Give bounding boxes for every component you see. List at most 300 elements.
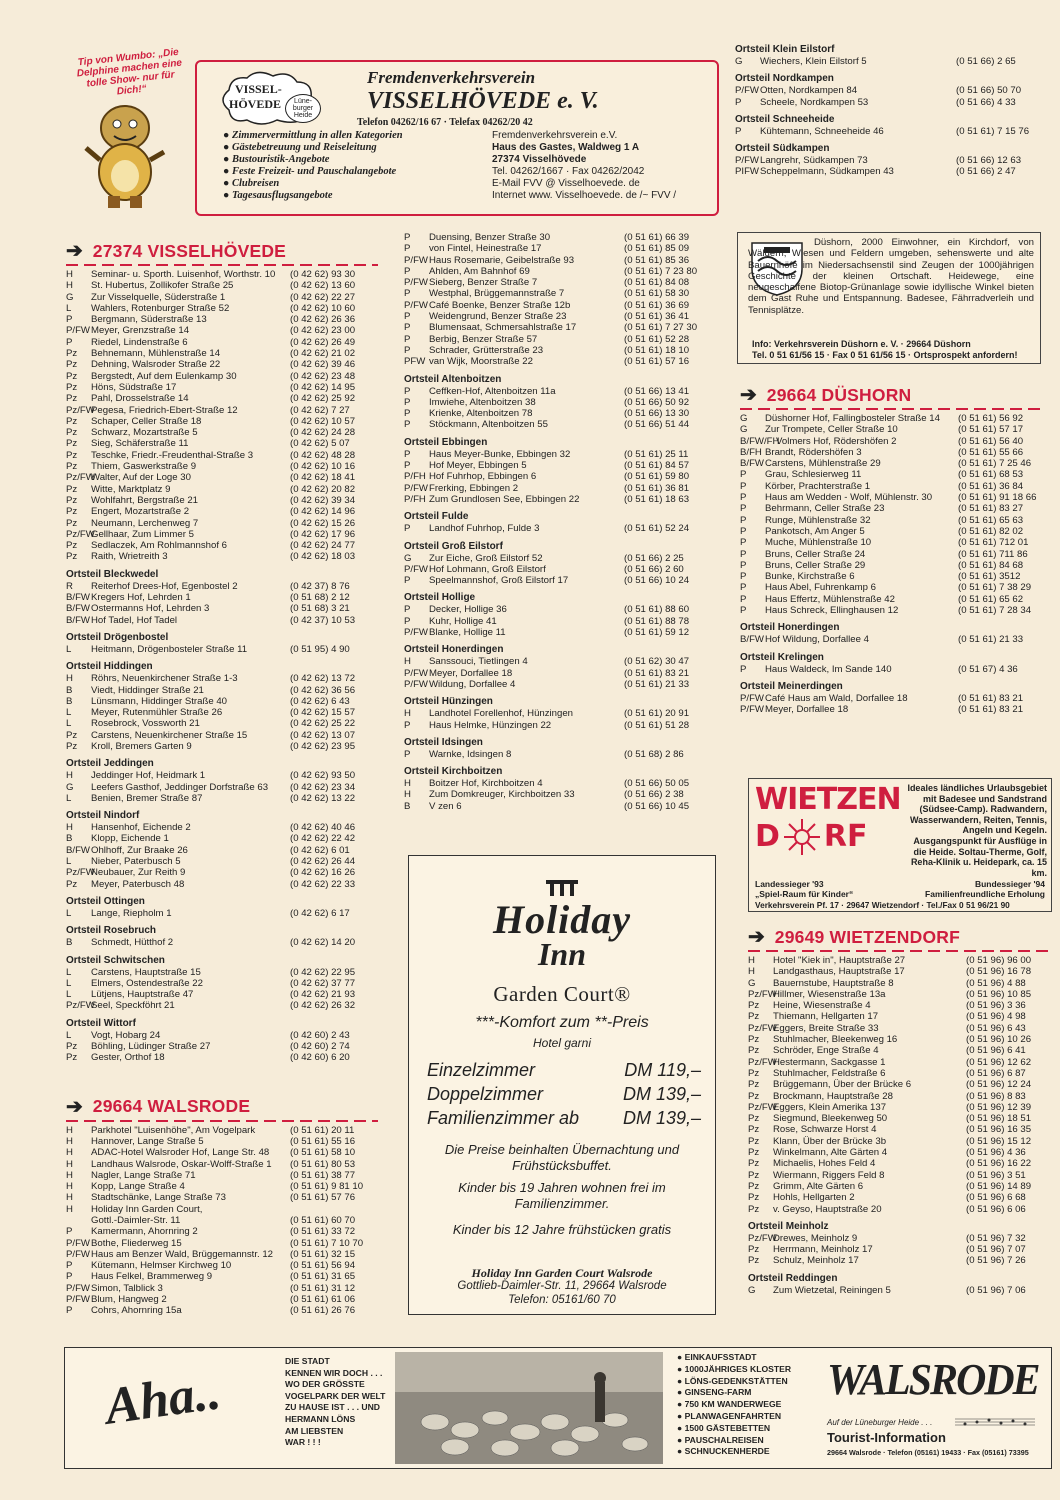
listing-name: Landhotel Forellenhof, Hünzingen: [429, 708, 574, 720]
walsrode-addr: 29664 Walsrode · Telefon (05161) 19433 · Fax (05161) 73395: [827, 1448, 1029, 1457]
listing-row: [748, 1285, 1050, 1296]
listing-phone: (0 51 66) 13 41: [624, 385, 690, 397]
listing-category: P/FH: [404, 471, 426, 483]
listing-row: [66, 484, 378, 495]
listing-phone: (0 51 68) 2 86: [624, 748, 684, 760]
listing-phone: (0 42 62) 26 49: [290, 336, 356, 348]
listing-name: Meyer, Rutenmühler Straße 26: [91, 707, 223, 719]
town-title: 27374 VISSELHÖVEDE: [92, 240, 287, 261]
listing-phone: (0 51 61) 7 15 76: [956, 125, 1030, 137]
listing-category: Pz/FW: [66, 472, 95, 484]
listing-name: Carstens, Mühlenstraße 29: [765, 458, 881, 470]
listing-phone: (0 42 62) 6 01: [290, 844, 350, 856]
listing-category: H: [66, 269, 73, 280]
service-item: ● Gästebetreuung und Reiseleitung: [223, 142, 377, 153]
listing-row: [66, 822, 378, 833]
listing-phone: (0 42 62) 37 77: [290, 977, 356, 989]
listing-category: G: [404, 552, 412, 564]
listing-category: L: [66, 718, 72, 730]
listing-category: [66, 1215, 91, 1226]
listing-category: P/FW: [735, 85, 759, 97]
listing-phone: (0 51 61) 61 06: [290, 1294, 356, 1306]
column-3-top: [735, 38, 1040, 178]
listing-row: [404, 408, 704, 419]
listing-phone: (0 51 66) 4 33: [956, 96, 1016, 108]
listing-phone: (0 51 61) 85 36: [624, 254, 690, 266]
listing-row: [66, 730, 378, 741]
listing-row: [66, 741, 378, 752]
listing-row: [735, 97, 1040, 108]
listing-row: [66, 551, 378, 562]
listing-name: Landgasthaus, Hauptstraße 17: [773, 966, 905, 978]
listing-phone: (0 51 61) 65 63: [958, 514, 1024, 526]
listing-category: H: [66, 1158, 73, 1170]
listing-phone: (0 51 61) 33 72: [290, 1226, 356, 1238]
holiday-t3: Kinder bis 12 Jahre frühstücken gratis: [452, 1222, 672, 1237]
listing-category: P: [404, 232, 411, 243]
listing-category: P: [66, 1226, 73, 1238]
listing-category: P: [740, 514, 747, 526]
district-heading: Ortsteil Schwitschen: [66, 954, 165, 966]
listing-row: [66, 673, 378, 684]
listing-category: Pz: [66, 415, 78, 427]
listing-phone: (0 51 61) 20 91: [624, 708, 690, 720]
district-heading: Ortsteil Bleckwedel: [66, 568, 159, 580]
listing-phone: (0 51 66) 2 65: [956, 56, 1016, 67]
listing-category: P/FW: [66, 1248, 90, 1260]
listing-row: [748, 955, 1050, 966]
district-heading: Ortsteil Nordkampen: [735, 73, 834, 85]
listing-row: [748, 1244, 1050, 1255]
listing-name: V zen 6: [429, 800, 462, 812]
wietz-l1: Landessieger '93: [755, 879, 824, 889]
price-label: Familienzimmer ab: [427, 1108, 580, 1128]
price-row: [427, 1084, 701, 1105]
district-heading: Ortsteil Altenboitzen: [404, 373, 502, 385]
listing-category: P: [404, 396, 411, 408]
listing-category: B/FW: [740, 458, 764, 470]
listing-row: [404, 232, 704, 243]
listing-category: P/FW: [404, 627, 428, 639]
listing-category: Pz: [66, 381, 78, 393]
listing-name: Blumensaat, Schmersahlstraße 17: [429, 322, 577, 334]
listing-phone: (0 51 61) 85 09: [624, 243, 690, 255]
listing-phone: (0 51 61) 52 28: [624, 333, 690, 345]
listing-row: [748, 1079, 1050, 1090]
listing-row: [66, 348, 378, 359]
listing-category: P: [404, 322, 411, 334]
listing-phone: (0 42 62) 14 96: [290, 506, 356, 518]
listing-row: [66, 314, 378, 325]
listing-name: Meyer, Dorfallee 18: [765, 704, 849, 716]
listing-name: Landhof Fuhrhop, Fulde 3: [429, 523, 540, 535]
ad-address: [492, 130, 676, 202]
listing-row: [66, 506, 378, 517]
listing-name: Zur Eiche, Groß Eilstorf 52: [429, 552, 543, 564]
listing-row: [404, 523, 704, 534]
listing-row: [740, 664, 1042, 675]
listing-phone: (0 42 62) 21 02: [290, 348, 356, 360]
listing-name: Bothe, Fliederweg 15: [91, 1237, 182, 1249]
listing-row: [740, 594, 1042, 605]
listing-row: [748, 1136, 1050, 1147]
listing-phone: (0 51 66) 13 30: [624, 408, 690, 420]
listing-row: [404, 494, 704, 505]
listing-category: Pz: [66, 427, 78, 439]
listing-row: [404, 419, 704, 430]
listing-row: [748, 1158, 1050, 1169]
listing-row: [66, 1204, 378, 1215]
wietzendorf-logo: [755, 782, 901, 879]
listing-name: Lünsmann, Hiddinger Straße 40: [91, 695, 227, 707]
listing-category: Pz: [748, 1135, 760, 1147]
holiday-inn-crown-icon: [544, 878, 580, 898]
feature-item: ● 1500 GÄSTEBETTEN: [677, 1422, 771, 1433]
town-title: 29649 WIETZENDORF: [774, 926, 961, 947]
listing-category: P/FW: [404, 254, 428, 266]
aha-line: ZU HAUSE IST . . . UND: [285, 1402, 381, 1413]
listing-name: Herrmann, Meinholz 17: [773, 1244, 873, 1256]
listing-phone: (0 42 62) 14 20: [290, 937, 356, 949]
listing-category: Pz: [66, 393, 78, 405]
listing-row: [740, 605, 1042, 616]
district-heading: Ortsteil Ebbingen: [404, 436, 488, 448]
listing-phone: (0 51 96) 10 26: [966, 1034, 1032, 1046]
listing-category: Pz: [748, 1090, 760, 1102]
aha-logo: Aha..: [101, 1363, 225, 1436]
listing-name: Kopp, Lange Straße 4: [91, 1181, 185, 1193]
district-heading: Ortsteil Krelingen: [740, 651, 824, 663]
listing-name: Duensing, Benzer Straße 30: [429, 232, 551, 243]
listing-category: P: [740, 537, 747, 549]
listing-name: Witte, Marktplatz 9: [91, 483, 171, 495]
district-heading: Ortsteil Honerdingen: [740, 622, 840, 634]
listing-phone: (0 51 61) 60 70: [290, 1215, 356, 1226]
listing-phone: (0 51 61) 55 16: [290, 1135, 356, 1147]
listing-row: [748, 1124, 1050, 1135]
listing-row: [735, 85, 1040, 96]
services-list: [223, 130, 403, 202]
listing-phone: (0 42 62) 18 41: [290, 472, 356, 484]
arrow-right-icon: ➔: [748, 926, 765, 948]
listing-name: Brandt, Rödershöfen 3: [765, 446, 862, 458]
town-header: [66, 240, 378, 262]
listing-name: Sedlaczek, Am Rohlmannshof 6: [91, 540, 227, 552]
listing-phone: (0 51 96) 14 89: [966, 1180, 1032, 1192]
listing-name: Heitmann, Drögenbosteler Straße 11: [91, 643, 248, 655]
dashed-divider: [66, 264, 378, 266]
listing-row: [66, 696, 378, 707]
listing-phone: (0 42 62) 26 44: [290, 856, 356, 868]
listing-row: [66, 280, 378, 291]
listing-row: [66, 989, 378, 1000]
walsrode-features: [677, 1352, 791, 1458]
holiday-brand: Holiday: [492, 897, 632, 942]
holiday-sub: Garden Court®: [493, 982, 631, 1006]
listing-category: Pz: [66, 740, 78, 752]
listing-row: [66, 908, 378, 919]
town-header: [66, 1096, 378, 1118]
district-heading: Ortsteil Kirchboitzen: [404, 766, 503, 778]
listing-name: Ahlden, Am Bahnhof 69: [429, 265, 530, 277]
listing-category: B/FW: [66, 844, 90, 856]
listing-row: [404, 679, 704, 690]
listing-category: H: [66, 1203, 73, 1215]
listing-phone: (0 42 62) 22 33: [290, 878, 356, 890]
listing-phone: (0 51 96) 7 26: [966, 1255, 1026, 1267]
price-row: [427, 1108, 701, 1129]
listing-row: [66, 1260, 378, 1271]
listing-name: Wiechers, Klein Eilstorf 5: [760, 56, 867, 67]
listing-name: Wohlfahrt, Bergstraße 21: [91, 494, 199, 506]
listing-name: Grimm, Alte Gärten 6: [773, 1180, 864, 1192]
listing-phone: (0 51 61) 88 78: [624, 615, 690, 627]
walsrode-ti: Tourist-Information: [827, 1430, 946, 1445]
listing-row: [748, 1233, 1050, 1244]
district-heading: Ortsteil Klein Eilstorf: [735, 44, 835, 55]
listing-phone: (0 51 61) 58 10: [290, 1147, 356, 1159]
listing-name: Wildung, Dorfallee 4: [429, 678, 516, 690]
listing-row: [404, 397, 704, 408]
listing-phone: (0 42 62) 10 57: [290, 415, 356, 427]
listing-row: [66, 1271, 378, 1282]
listing-phone: (0 51 66) 50 05: [624, 778, 690, 790]
listing-category: H: [748, 955, 755, 966]
listing-row: [66, 405, 378, 416]
listing-row: [404, 460, 704, 471]
listing-row: [66, 1041, 378, 1052]
listing-category: L: [66, 792, 72, 804]
listing-name: Vogt, Hobarg 24: [91, 1029, 161, 1041]
listing-phone: (0 42 62) 23 48: [290, 370, 356, 382]
listing-phone: (0 51 61) 84 08: [624, 277, 690, 289]
listing-phone: (0 42 62) 39 34: [290, 494, 356, 506]
listing-category: G: [735, 56, 743, 67]
listing-phone: (0 51 61) 7 38 29: [958, 582, 1032, 594]
listing-category: P: [66, 314, 73, 326]
listing-row: [404, 449, 704, 460]
listing-name: Blanke, Hollige 11: [429, 627, 506, 639]
listing-phone: (0 51 61) 83 27: [958, 503, 1024, 515]
listing-category: P: [735, 125, 742, 137]
listing-name: Scheppelmann, Südkampen 43: [760, 166, 894, 178]
listing-name: Hof Tadel, Hof Tadel: [91, 614, 178, 626]
listing-row: [66, 416, 378, 427]
listing-name: Ohlhoff, Zur Braake 26: [91, 844, 188, 856]
listing-name: Benien, Bremer Straße 87: [91, 792, 203, 804]
listing-row: [66, 581, 378, 592]
listing-name: Meyer, Paterbusch 48: [91, 878, 185, 890]
listing-category: P: [735, 96, 742, 108]
listing-phone: (0 51 61) 83 21: [958, 704, 1024, 716]
listing-phone: (0 51 61) 80 53: [290, 1158, 356, 1170]
listing-phone: (0 51 96) 6 06: [966, 1203, 1026, 1215]
listing-category: P: [404, 385, 411, 397]
listing-category: B/FH: [740, 446, 762, 458]
listing-name: Cohrs, Ahornring 15a: [91, 1305, 182, 1317]
listing-row: [748, 1192, 1050, 1203]
listing-category: Pz: [748, 1203, 760, 1215]
listing-category: Pz/FW: [66, 528, 95, 540]
listing-category: P: [66, 336, 73, 348]
holiday-komfort: ***-Komfort zum **-Preis: [475, 1014, 649, 1031]
listing-row: [740, 537, 1042, 548]
listing-name: Walter, Auf der Loge 30: [91, 472, 191, 484]
listing-name: Schwarz, Mozartstraße 5: [91, 427, 198, 439]
price-label: Doppelzimmer: [427, 1084, 544, 1104]
listing-name: Muche, Mühlenstraße 10: [765, 537, 872, 549]
listing-name: Haus Abel, Fuhrenkamp 6: [765, 582, 876, 594]
listing-category: P: [404, 719, 411, 731]
listing-category: Pz: [748, 1147, 760, 1159]
listing-category: Pz: [748, 1192, 760, 1204]
feature-item: ● LÖNS-GEDENKSTÄTTEN: [677, 1375, 788, 1386]
listing-row: [404, 720, 704, 731]
listing-phone: (0 51 61) 91 18 66: [958, 492, 1037, 504]
wietz-r2: Familienfreundliche Erholung: [925, 889, 1045, 899]
aha-line: KENNEN WIR DOCH . . .: [285, 1367, 383, 1378]
listing-phone: (0 51 61) 68 53: [958, 469, 1024, 481]
arrow-right-icon: ➔: [66, 1095, 83, 1118]
walsrode-ad: [64, 1347, 1052, 1469]
listing-name: Viedt, Hiddinger Straße 21: [91, 684, 204, 696]
wietz-foot: Verkehrsverein Pf. 17 · 29647 Wietzendorf · Tel./Fax 0 51 96/21 90: [755, 900, 1010, 910]
listing-phone: (0 42 62) 40 46: [290, 822, 356, 834]
ad-phone: Telefon 04262/16 67 · Telefax 04262/20 42: [357, 117, 533, 128]
listing-row: [66, 833, 378, 844]
listing-phone: (0 51 61) 82 02: [958, 525, 1024, 537]
listing-row: [404, 356, 704, 367]
listing-row: [748, 1045, 1050, 1056]
listing-phone: [290, 1204, 378, 1215]
listing-category: P: [404, 748, 411, 760]
listing-name: Teschke, Friedr.-Freudenthal-Straße 3: [91, 449, 254, 461]
listing-row: [404, 789, 704, 800]
listing-category: P: [404, 419, 411, 431]
listing-name: Zur Trompete, Celler Straße 10: [765, 424, 898, 436]
listing-row: [404, 288, 704, 299]
listing-name: Eggers, Breite Straße 33: [773, 1022, 879, 1034]
listing-row: [748, 1023, 1050, 1034]
listing-row: [66, 879, 378, 890]
music-notes-icon: [955, 1416, 1035, 1428]
listing-row: [404, 616, 704, 627]
listing-row: [404, 604, 704, 615]
listing-name: Haus Helmke, Hünzingen 22: [429, 719, 552, 731]
listing-name: Parkhotel "Luisenhöhe", Am Vogelpark: [91, 1124, 256, 1136]
listing-row: [404, 243, 704, 254]
listing-row: [66, 1052, 378, 1063]
listing-category: L: [66, 907, 72, 919]
listing-phone: (0 51 67) 4 36: [958, 663, 1018, 675]
listing-category: P: [404, 311, 411, 323]
town-header: [740, 384, 1042, 406]
listing-name: Café Boenke, Benzer Straße 12b: [429, 299, 571, 311]
listing-name: Volmers Hof, Rödershöfen 2: [776, 435, 897, 447]
town-title: 29664 WALSRODE: [92, 1096, 251, 1117]
listing-category: B/FW: [740, 634, 764, 646]
listing-phone: (0 42 62) 24 28: [290, 427, 356, 439]
listing-row: [66, 1125, 378, 1136]
listing-phone: (0 42 62) 13 72: [290, 673, 356, 685]
listing-phone: (0 42 62) 15 57: [290, 707, 356, 719]
listing-row: [66, 495, 378, 506]
listing-name: Ceffken-Hof, Altenboitzen 11a: [429, 385, 556, 397]
listing-name: Riedel, Lindenstraße 6: [91, 336, 188, 348]
listing-category: H: [404, 778, 411, 790]
listing-name: Café Haus am Wald, Dorfallee 18: [765, 692, 908, 704]
column-3-dushorn: [740, 376, 1042, 716]
listing-category: P: [740, 503, 747, 515]
listing-row: [66, 967, 378, 978]
dushorn-text: Düshorn, 2000 Einwohner, ein Kirchdorf, von Wäldern, Wiesen und Feldern umgeben, sehenswerte und alte Bauernhöfe im Niedersachsenstil sind Zeugen der 1000jährigen Geschichte der kleinen Ortschaft. Heidewege, eine neugeschaffene Biotop-Grünanlage sowie idyllische Winkel bieten dem Gast Ruhe und Entspannung. Badesee, Fährradverleih und Tennisplätze.: [748, 237, 1034, 316]
listing-name: Kühtemann, Schneeheide 46: [760, 125, 884, 137]
listing-category: B: [66, 695, 73, 707]
aha-text: [285, 1356, 385, 1449]
listing-name: Rose, Schwarze Horst 4: [773, 1124, 877, 1136]
listing-category: Pz: [748, 1079, 760, 1091]
listing-row: [404, 300, 704, 311]
listing-phone: (0 51 61) 36 81: [624, 482, 690, 494]
listing-category: G: [740, 424, 748, 436]
listing-phone: (0 51 96) 3 36: [966, 1000, 1026, 1012]
listing-category: Pz: [66, 359, 78, 371]
listing-category: P: [404, 243, 411, 255]
listing-category: P: [404, 615, 411, 627]
listing-row: [740, 560, 1042, 571]
listing-phone: (0 42 62) 13 60: [290, 280, 356, 292]
listing-phone: (0 51 68) 2 12: [290, 592, 350, 604]
logo-text-mid: HÖVEDE: [229, 97, 282, 111]
listing-category: B/FW/FH: [740, 435, 780, 447]
district-heading: Ortsteil Schneeheide: [735, 113, 835, 125]
listing-phone: (0 51 96) 6 43: [966, 1022, 1026, 1034]
listing-category: P: [404, 523, 411, 535]
listing-name: Westphal, Brüggemannstraße 7: [429, 288, 565, 300]
listing-name: Röhrs, Neuenkirchener Straße 1-3: [91, 673, 238, 685]
listing-row: [66, 1136, 378, 1147]
listing-phone: (0 42 62) 20 82: [290, 483, 356, 495]
listing-phone: (0 42 62) 22 95: [290, 966, 356, 978]
listing-category: P: [740, 525, 747, 537]
listing-name: Hof Meyer, Ebbingen 5: [429, 460, 527, 472]
listing-row: [66, 978, 378, 989]
ad-title-2: VISSELHÖVEDE e. V.: [367, 88, 599, 114]
listing-row: [66, 1192, 378, 1203]
listing-category: Pz/FW: [66, 867, 95, 879]
listing-phone: (0 51 96) 7 07: [966, 1244, 1026, 1256]
listing-phone: (0 51 66) 2 47: [956, 166, 1016, 178]
listing-phone: (0 42 62) 16 26: [290, 867, 356, 879]
service-item: ● Zimmervermittlung in allen Kategorien: [223, 130, 403, 141]
listing-category: L: [66, 707, 72, 719]
listing-row: [740, 503, 1042, 514]
listing-phone: (0 51 96) 6 68: [966, 1192, 1026, 1204]
listing-phone: (0 51 61) 18 63: [624, 493, 690, 505]
listing-row: [404, 564, 704, 575]
listing-category: P: [740, 593, 747, 605]
feature-item: ● GINSENG-FARM: [677, 1387, 752, 1398]
listing-phone: (0 51 66) 2 60: [624, 563, 684, 575]
listing-phone: (0 51 61) 36 69: [624, 299, 690, 311]
listing-category: G: [66, 291, 74, 303]
district-heading: Ortsteil Wittorf: [66, 1017, 136, 1029]
listing-phone: (0 51 61) 26 76: [290, 1305, 356, 1317]
district-heading: Ortsteil Fulde: [404, 511, 469, 523]
listing-phone: (0 51 66) 50 92: [624, 396, 690, 408]
listing-row: [748, 1147, 1050, 1158]
listing-name: Imwiehe, Altenboitzen 38: [429, 396, 536, 408]
